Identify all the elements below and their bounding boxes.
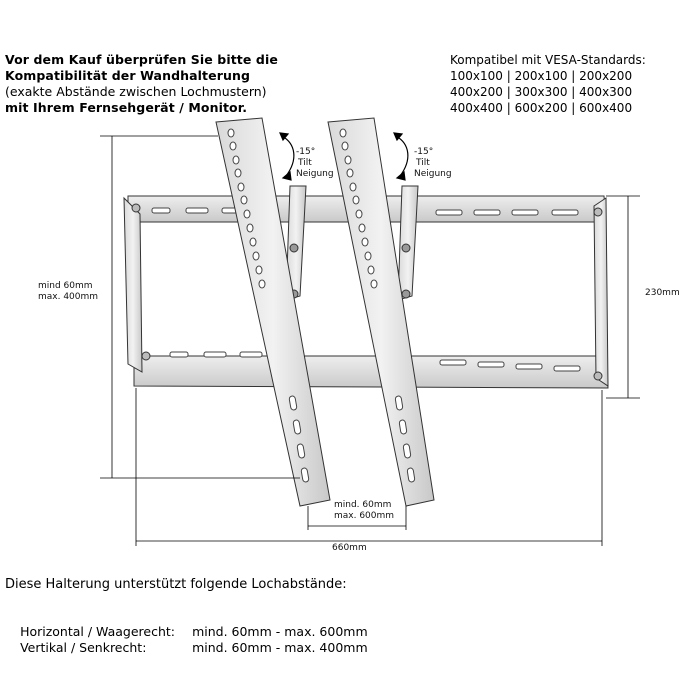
tilt-angle-left: -15°: [296, 147, 316, 157]
tilt-label-left: [296, 147, 334, 180]
vertical-value: mind. 60mm - max. 400mm: [192, 640, 368, 655]
tilt-de-right: Neigung: [414, 169, 452, 179]
vesa-row-2: 400x200 | 300x300 | 400x300: [450, 85, 633, 99]
tilt-de-left: Neigung: [296, 169, 334, 179]
vesa-row-1: 100x100 | 200x100 | 200x200: [450, 69, 633, 83]
vesa-row-3: 400x400 | 600x200 | 600x400: [450, 101, 633, 115]
vertical-min: mind 60mm: [38, 281, 93, 291]
vesa-title: Kompatibel mit VESA-Standards:: [450, 53, 646, 67]
horizontal-value: mind. 60mm - max. 600mm: [192, 624, 368, 639]
tilt-en-right: Tilt: [416, 158, 430, 168]
tilt-en-left: Tilt: [298, 158, 312, 168]
note-line-3: (exakte Abstände zwischen Lochmustern): [5, 84, 267, 99]
note-line-2: Kompatibilität der Wandhalterung: [5, 68, 251, 83]
vertical-max: max. 400mm: [38, 292, 99, 302]
tilt-arrow-left-icon: [280, 133, 294, 180]
tilt-label-right: [414, 147, 452, 180]
horizontal-label: Horizontal / Waagerecht:: [20, 624, 176, 639]
arm-range-label: [334, 500, 394, 522]
vertical-range-label: [38, 281, 98, 303]
note-line-4: mit Ihrem Fernsehgerät / Monitor.: [5, 100, 248, 115]
vertical-label: Vertikal / Senkrecht:: [20, 640, 147, 655]
arm-max: max. 600mm: [334, 511, 395, 521]
arm-min: mind. 60mm: [334, 500, 392, 510]
tilt-arrow-right-icon: [394, 133, 408, 180]
right-tilt-bracket: [398, 186, 418, 300]
height-label: 230mm: [645, 288, 680, 298]
tilt-angle-right: -15°: [414, 147, 434, 157]
footer-intro: Diese Halterung unterstützt folgende Lochabstände:: [5, 577, 347, 592]
width-label: 660mm: [332, 543, 367, 553]
note-line-1: Vor dem Kauf überprüfen Sie bitte die: [5, 52, 278, 67]
vertical-spec: [5, 624, 368, 656]
